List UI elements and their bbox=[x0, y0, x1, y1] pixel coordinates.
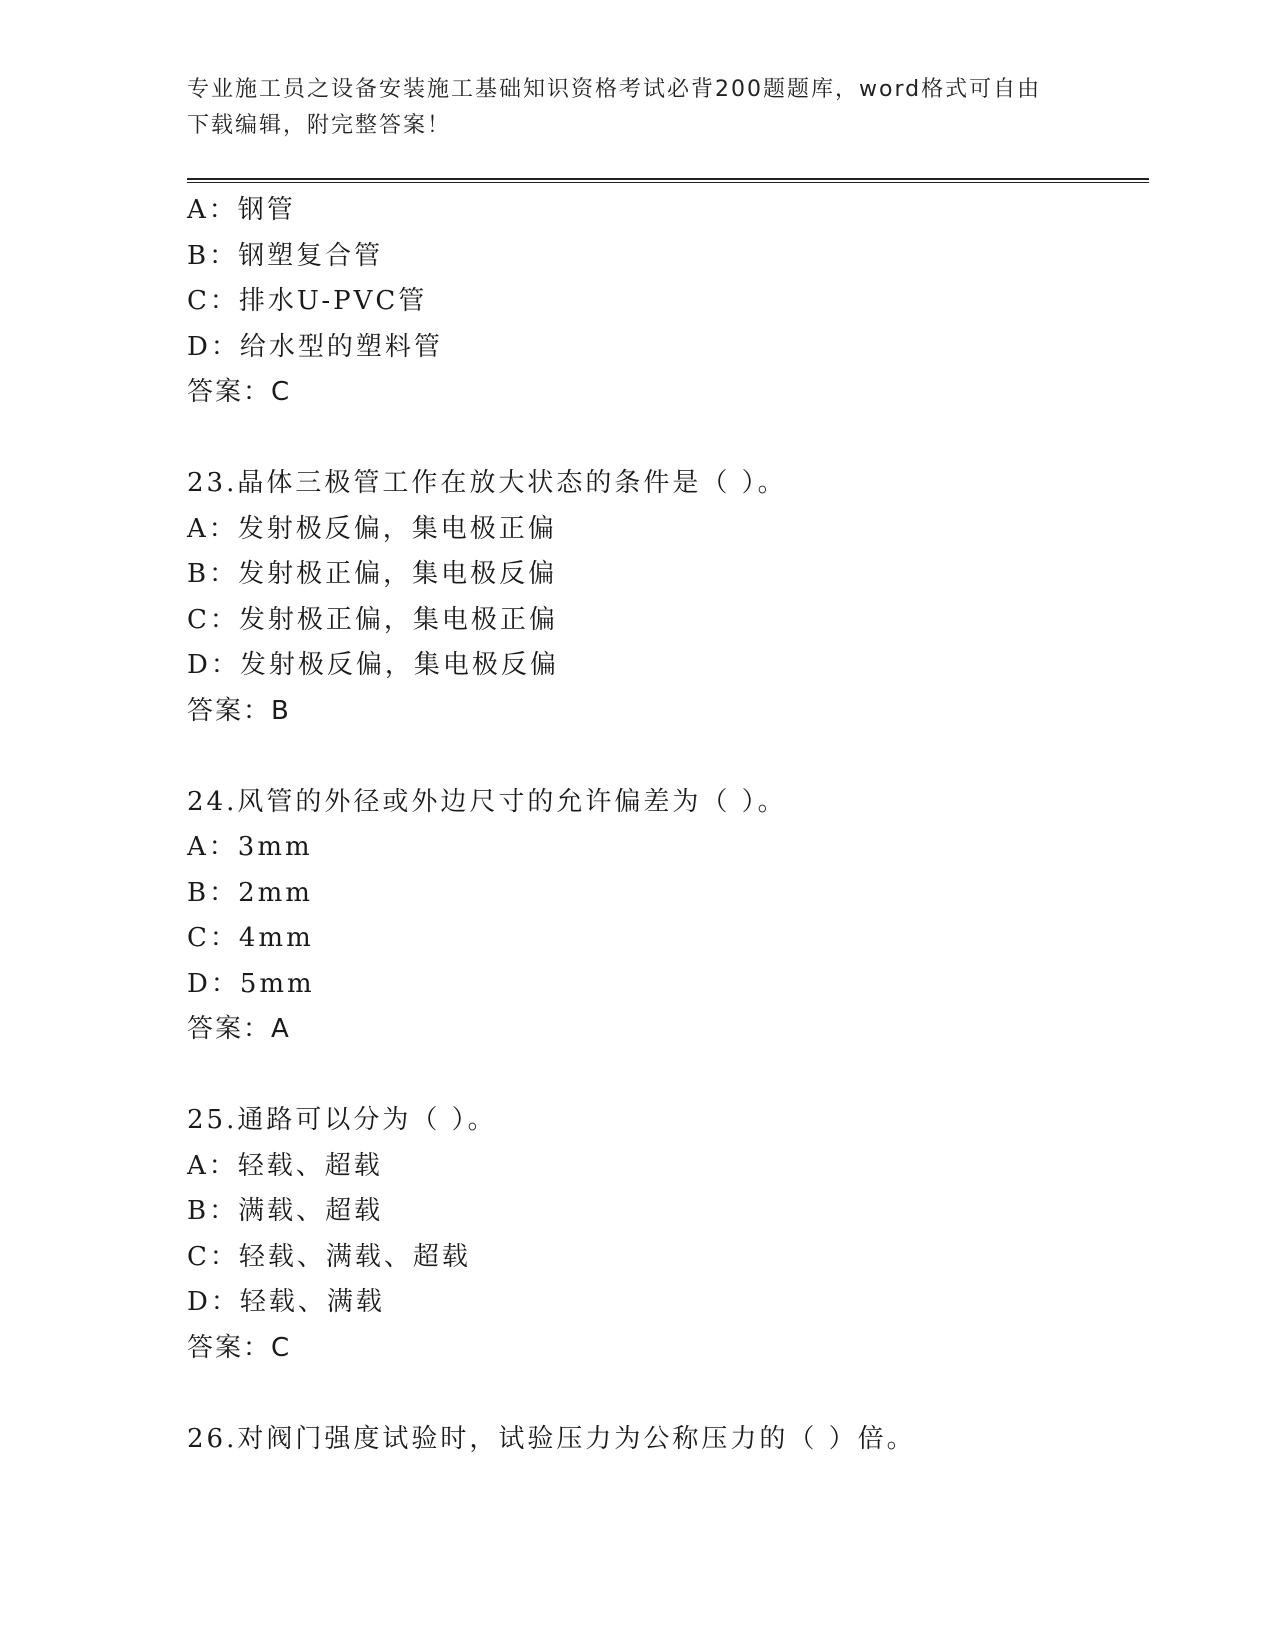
header-title-line-2: 下载编辑，附完整答案！ bbox=[187, 113, 452, 138]
header-divider bbox=[187, 178, 1149, 183]
option-c: C：发射极正偏，集电极正偏 bbox=[187, 604, 558, 635]
question-block-25 bbox=[187, 1098, 1147, 1371]
option-c: C：轻载、满载、超载 bbox=[187, 1241, 471, 1272]
option-a: A：轻载、超载 bbox=[187, 1150, 383, 1181]
question-block-22 bbox=[187, 188, 1147, 416]
question-stem: 25.通路可以分为（ ）。 bbox=[187, 1105, 497, 1135]
option-a: A：钢管 bbox=[187, 195, 296, 225]
option-b: B：钢塑复合管 bbox=[187, 240, 384, 271]
question-stem: 26.对阀门强度试验时，试验压力为公称压力的（ ）倍。 bbox=[187, 1423, 916, 1454]
question-stem: 23.晶体三极管工作在放大状态的条件是（ ）。 bbox=[187, 468, 787, 498]
option-b: B：发射极正偏，集电极反偏 bbox=[187, 559, 558, 589]
option-d: D：给水型的塑料管 bbox=[187, 331, 443, 362]
answer-line: 答案：A bbox=[187, 1014, 291, 1044]
answer-line: 答案：B bbox=[187, 695, 291, 726]
option-b: B：满载、超载 bbox=[187, 1196, 384, 1226]
option-a: A：3mm bbox=[187, 832, 313, 862]
answer-line: 答案：C bbox=[187, 1332, 292, 1363]
question-list bbox=[187, 188, 1147, 1462]
question-stem: 24.风管的外径或外边尺寸的允许偏差为（ ）。 bbox=[187, 786, 787, 817]
answer-line: 答案：C bbox=[187, 377, 292, 407]
option-d: D：轻载、满载 bbox=[187, 1287, 385, 1317]
option-d: D：5mm bbox=[187, 968, 315, 999]
question-block-24 bbox=[187, 780, 1147, 1053]
option-b: B：2mm bbox=[187, 877, 313, 908]
document-header bbox=[187, 72, 1067, 144]
option-c: C：排水U-PVC管 bbox=[187, 286, 428, 316]
header-title-line-1: 专业施工员之设备安装施工基础知识资格考试必背200题题库，word格式可自由 bbox=[187, 77, 1042, 102]
option-c: C：4mm bbox=[187, 923, 314, 953]
option-d: D：发射极反偏，集电极反偏 bbox=[187, 650, 559, 680]
question-block-23 bbox=[187, 461, 1147, 734]
option-a: A：发射极反偏，集电极正偏 bbox=[187, 513, 557, 544]
question-block-26 bbox=[187, 1417, 1147, 1463]
